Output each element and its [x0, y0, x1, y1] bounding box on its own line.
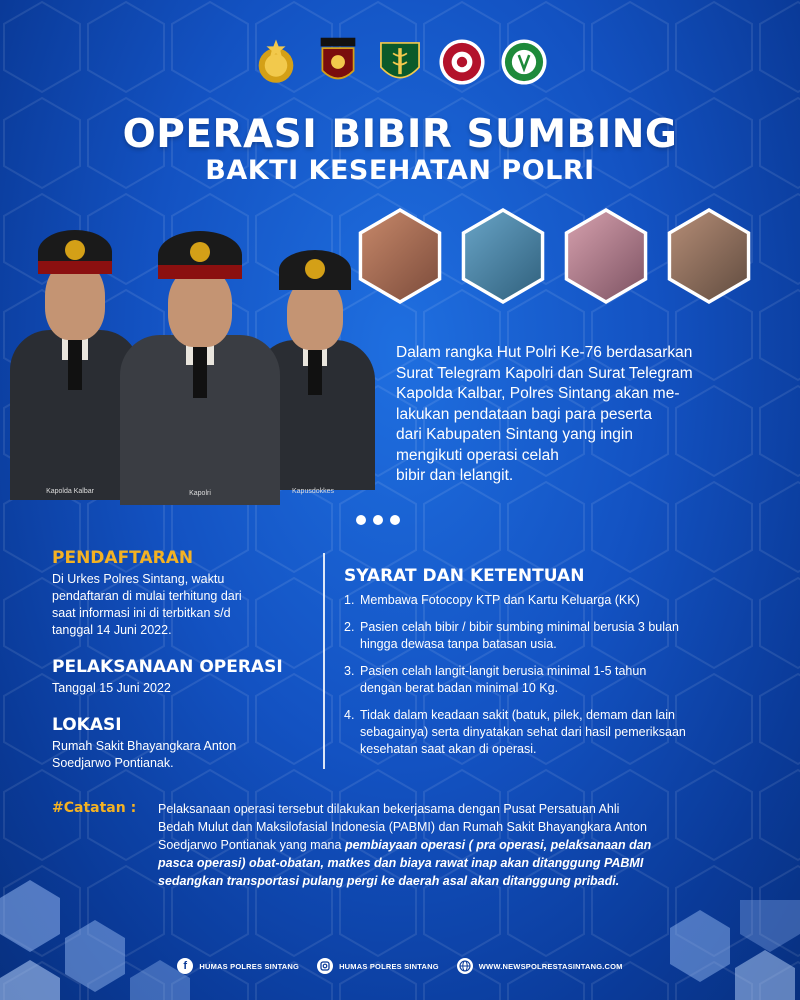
officer-left-label: Kapolda Kalbar [46, 488, 94, 495]
text-line: pendaftaran di mulai terhitung dari [52, 589, 242, 603]
footer [0, 958, 800, 974]
dot [356, 515, 366, 525]
intro-line: mengikuti operasi celah [396, 446, 559, 464]
text-line: dengan berat badan minimal 10 Kg. [360, 681, 559, 695]
text-line: hingga dewasa tanpa batasan usia. [360, 637, 557, 651]
text-emphasis: sedangkan transportasi pulang pergi ke daerah asal akan ditanggung pribadi. [158, 874, 620, 888]
catatan-note [52, 800, 772, 890]
police-emblem-icon [250, 32, 302, 92]
dot [390, 515, 400, 525]
catatan-label: #Catatan : [52, 800, 137, 816]
carousel-dots [356, 515, 400, 525]
catatan-text [158, 800, 651, 890]
footer-website[interactable] [457, 958, 623, 974]
text-line: Pelaksanaan operasi tersebut dilakukan bekerjasama dengan Pusat Persatuan Ahli [158, 802, 620, 816]
page-title: OPERASI BIBIR SUMBING [122, 112, 678, 157]
text-line: kesehatan saat akan di operasi. [360, 742, 537, 756]
lokasi-text [52, 738, 322, 772]
requirements-column [344, 566, 784, 768]
kalbar-police-badge-icon [312, 32, 364, 92]
globe-icon [457, 958, 473, 974]
requirement-item [344, 592, 784, 609]
syarat-heading: SYARAT DAN KETENTUAN [344, 566, 585, 586]
text-emphasis: pasca operasi) obat-obatan, matkes dan biaya rawat inap akan ditanggung PABMI [158, 856, 644, 870]
pabmi-seal-icon [436, 32, 488, 92]
website-label: WWW.NEWSPOLRESTASINTANG.COM [478, 961, 623, 971]
officer-center-label: Kapolri [189, 490, 211, 497]
dot [373, 515, 383, 525]
intro-line: dari Kabupaten Sintang yang ingin [396, 426, 633, 443]
requirement-item [344, 707, 784, 758]
intro-line: Kapolda Kalbar, Polres Sintang akan me- [396, 385, 680, 402]
text-line: Soedjarwo Pontianak. [52, 756, 174, 770]
hospital-seal-icon [498, 32, 550, 92]
pelaksanaan-date: Tanggal 15 Juni 2022 [52, 681, 171, 695]
patient-photo-1 [352, 208, 448, 304]
info-left-column [52, 548, 322, 772]
patient-photo-2 [455, 208, 551, 304]
footer-instagram[interactable] [317, 958, 439, 974]
text-line: saat informasi ini di terbitkan s/d [52, 606, 231, 620]
text-emphasis: pembiayaan operasi ( pra operasi, pelaksanaan dan [344, 838, 652, 852]
text-line: Tidak dalam keadaan sakit (batuk, pilek, demam dan lain [360, 708, 675, 722]
page-subtitle: BAKTI KESEHATAN POLRI [205, 155, 595, 186]
pendaftaran-heading: PENDAFTARAN [52, 548, 194, 568]
text-line: tanggal 14 Juni 2022. [52, 623, 172, 637]
intro-line: lakukan pendataan bagi para peserta [396, 405, 652, 423]
requirement-number: 4. [344, 708, 355, 722]
text-line: Membawa Fotocopy KTP dan Kartu Keluarga (KK) [360, 593, 640, 607]
text-line: Pasien celah bibir / bibir sumbing minimal berusia 3 bulan [360, 620, 679, 634]
pendaftaran-text [52, 571, 322, 639]
column-divider [323, 553, 325, 769]
text-plain: Soedjarwo Pontianak yang mana [158, 838, 345, 852]
officer-center [120, 225, 280, 510]
patient-photo-3 [558, 208, 654, 304]
instagram-icon [317, 958, 333, 974]
intro-paragraph [396, 343, 786, 487]
intro-line: Surat Telegram Kapolri dan Surat Telegram [396, 364, 693, 382]
requirement-item [344, 619, 784, 653]
officers-photo [0, 220, 400, 510]
pelaksanaan-heading: PELAKSANAAN OPERASI [52, 657, 283, 677]
requirement-number: 3. [344, 664, 355, 678]
text-line: Bedah Mulut dan Maksilofasial Indonesia (PABMI) dan Rumah Sakit Bhayangkara Anton [158, 820, 647, 834]
facebook-label: HUMAS POLRES SINTANG [199, 961, 300, 971]
requirement-number: 2. [344, 620, 355, 634]
intro-line: bibir dan lelangit. [396, 467, 514, 484]
lokasi-heading: LOKASI [52, 715, 122, 735]
intro-line: Dalam rangka Hut Polri Ke-76 berdasarkan [396, 344, 693, 361]
patient-photo-strip [352, 208, 772, 308]
officer-right-label: Kapusdokkes [291, 488, 335, 495]
requirement-number: 1. [344, 593, 355, 607]
health-caduceus-icon [374, 32, 426, 92]
text-line: Pasien celah langit-langit berusia minimal 1-5 tahun [360, 664, 647, 678]
patient-photo-4 [661, 208, 757, 304]
logo-row [0, 32, 800, 92]
requirement-item [344, 663, 784, 697]
text-line [158, 836, 651, 854]
text-line: sebagainya) serta dinyatakan sehat dari hasil pemeriksaan [360, 725, 686, 739]
instagram-label: HUMAS POLRES SINTANG [339, 961, 439, 971]
facebook-icon: f [177, 958, 193, 974]
text-line: Rumah Sakit Bhayangkara Anton [52, 739, 237, 753]
corner-hex-right [630, 900, 800, 1000]
text-line: Di Urkes Polres Sintang, waktu [52, 572, 225, 586]
footer-facebook[interactable] [177, 958, 299, 974]
